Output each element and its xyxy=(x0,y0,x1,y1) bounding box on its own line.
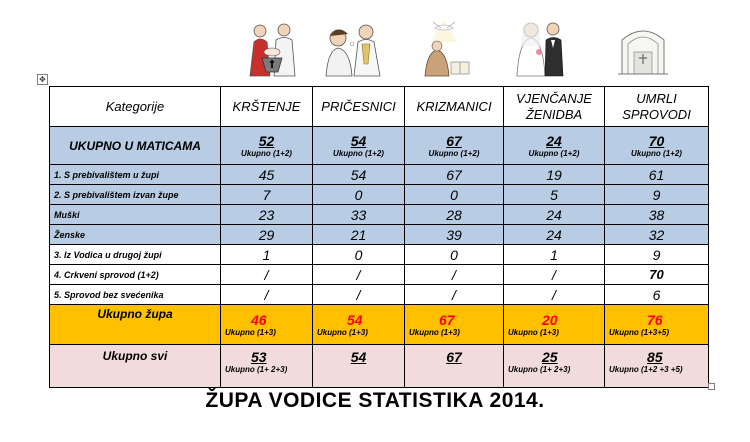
cell-value: 67 xyxy=(439,311,455,328)
table-cell xyxy=(221,345,313,388)
cell-value: 54 xyxy=(347,311,363,328)
table-cell xyxy=(605,127,709,165)
cell-note: Ukupno (1+2) xyxy=(428,148,480,158)
icon-row xyxy=(0,18,750,82)
table-cell xyxy=(504,127,605,165)
table-cell: 39 xyxy=(405,225,504,245)
table-row xyxy=(50,205,709,225)
table-row xyxy=(50,285,709,305)
table-cell: 9 xyxy=(605,185,709,205)
table-cell: / xyxy=(405,265,504,285)
cell-note: Ukupno (1+3) xyxy=(317,327,368,337)
page-title: ŽUPA VODICE STATISTIKA 2014. xyxy=(205,389,545,412)
row-ukupno-zupa xyxy=(50,305,709,345)
table-cell xyxy=(504,305,605,345)
table-row xyxy=(50,165,709,185)
table-move-handle[interactable]: ✥ xyxy=(37,74,48,85)
table-row xyxy=(50,225,709,245)
table-cell: 0 xyxy=(313,245,405,265)
table-cell xyxy=(313,305,405,345)
table-cell xyxy=(313,345,405,388)
row-label: 3. Iz Vodica u drugoj župi xyxy=(50,245,221,265)
cell-value: 54 xyxy=(350,349,367,365)
table-cell: / xyxy=(313,285,405,305)
cell-value: 24 xyxy=(546,132,562,149)
cell-value: 67 xyxy=(446,132,462,149)
table-cell: 24 xyxy=(504,205,605,225)
table-row xyxy=(50,185,709,205)
confirmation-illustration-icon xyxy=(413,18,475,78)
cell-value: 85 xyxy=(647,349,663,365)
header-kategorije: Kategorije xyxy=(50,87,221,127)
cell-note: Ukupno (1+ 2+3) xyxy=(225,365,288,374)
row-ukupno-svi xyxy=(50,345,709,388)
row-label: 5. Sprovod bez svećenika xyxy=(50,285,221,305)
row-label: Ukupno svi xyxy=(50,345,221,388)
table-row xyxy=(50,245,709,265)
table-cell xyxy=(605,345,709,388)
funeral-illustration-icon xyxy=(612,18,674,78)
table-cell xyxy=(405,305,504,345)
row-label: Muški xyxy=(50,205,221,225)
table-cell: 54 xyxy=(313,165,405,185)
row-ukupno-u-maticama xyxy=(50,127,709,165)
cell-value: 52 xyxy=(258,132,275,149)
cell-value: 76 xyxy=(647,311,663,328)
cell-note: Ukupno (1+3) xyxy=(409,327,460,337)
cell-value: 67 xyxy=(446,349,462,365)
table-cell xyxy=(405,345,504,388)
table-cell xyxy=(405,127,504,165)
table-cell: / xyxy=(221,285,313,305)
cell-note: Ukupno (1+3) xyxy=(225,327,276,337)
table-cell: 61 xyxy=(605,165,709,185)
cell-value: 54 xyxy=(350,132,367,149)
row-label: 1. S prebivalištem u župi xyxy=(50,165,221,185)
header-krstenje: KRŠTENJE xyxy=(221,87,313,127)
row-label: Ženske xyxy=(50,225,221,245)
statistics-table xyxy=(49,86,709,388)
row-label: Ukupno župa xyxy=(50,305,221,345)
table-cell: 67 xyxy=(405,165,504,185)
table-cell xyxy=(605,305,709,345)
table-cell: 32 xyxy=(605,225,709,245)
table-cell: 70 xyxy=(605,265,709,285)
table-cell: 19 xyxy=(504,165,605,185)
cell-value: 53 xyxy=(251,349,267,365)
table-cell: / xyxy=(504,285,605,305)
table-cell: 45 xyxy=(221,165,313,185)
wedding-illustration-icon xyxy=(509,18,571,78)
cell-note: Ukupno (1+3+5) xyxy=(609,327,670,337)
header-vjencanje: VJENČANJE ŽENIDBA xyxy=(504,87,605,127)
table-row xyxy=(50,265,709,285)
communion-illustration-icon xyxy=(322,18,384,78)
table-cell: 1 xyxy=(221,245,313,265)
cell-note: Ukupno (1+2) xyxy=(333,148,384,158)
cell-note: Ukupno (1+2) xyxy=(241,148,292,158)
row-label: UKUPNO U MATICAMA xyxy=(50,127,221,165)
table-cell: / xyxy=(504,265,605,285)
cell-note: Ukupno (1+ 2+3) xyxy=(508,365,571,374)
baptism-illustration-icon xyxy=(240,18,302,78)
header-pricesnici: PRIČESNICI xyxy=(313,87,405,127)
table-cell: 0 xyxy=(405,245,504,265)
cell-value: 20 xyxy=(542,311,558,328)
table-cell: / xyxy=(313,265,405,285)
header-row xyxy=(50,87,709,127)
table-cell: 5 xyxy=(504,185,605,205)
table-cell: 6 xyxy=(605,285,709,305)
header-umrli: UMRLI SPROVODI xyxy=(605,87,709,127)
table-cell: 0 xyxy=(313,185,405,205)
table-cell: 33 xyxy=(313,205,405,225)
table-cell: 7 xyxy=(221,185,313,205)
cell-value: 25 xyxy=(542,349,558,365)
table-cell: 1 xyxy=(504,245,605,265)
table-cell: 38 xyxy=(605,205,709,225)
row-label: 2. S prebivalištem izvan župe xyxy=(50,185,221,205)
table-cell: 21 xyxy=(313,225,405,245)
table-cell: / xyxy=(221,265,313,285)
table-cell xyxy=(221,127,313,165)
table-cell: 9 xyxy=(605,245,709,265)
table-cell xyxy=(221,305,313,345)
table-cell: 28 xyxy=(405,205,504,225)
cell-note: Ukupno (1+2 +3 +5) xyxy=(609,365,683,374)
header-krizmanici: KRIZMANICI xyxy=(405,87,504,127)
table-cell: / xyxy=(405,285,504,305)
cell-value: 70 xyxy=(648,132,665,149)
table-cell: 29 xyxy=(221,225,313,245)
cell-note: Ukupno (1+2) xyxy=(631,148,682,158)
table-cell xyxy=(504,345,605,388)
cell-value: 46 xyxy=(251,311,267,328)
cell-note: Ukupno (1+2) xyxy=(528,148,580,158)
row-label: 4. Crkveni sprovod (1+2) xyxy=(50,265,221,285)
table-cell: 23 xyxy=(221,205,313,225)
table-cell: 0 xyxy=(405,185,504,205)
cell-note: Ukupno (1+3) xyxy=(508,327,559,337)
table-cell: 24 xyxy=(504,225,605,245)
table-cell xyxy=(313,127,405,165)
